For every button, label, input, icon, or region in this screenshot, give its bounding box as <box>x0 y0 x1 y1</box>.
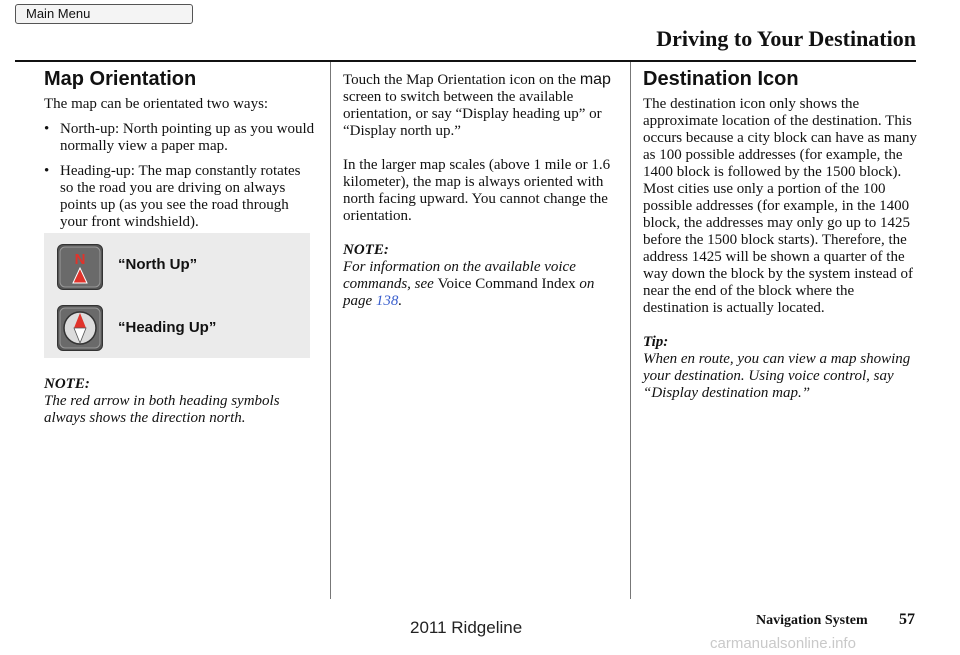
heading-up-label: “Heading Up” <box>118 319 217 336</box>
footer-section-name: Navigation System <box>756 613 868 628</box>
map-scale-paragraph: In the larger map scales (above 1 mile or 1.6 kilometer), the map is always oriented with north facing upward. You cannot change the orientation. <box>343 157 611 224</box>
orientation-paragraph: Touch the Map Orientation icon on the map screen to switch between the available orientation, or say “Display heading up” or “Display north up.” <box>343 71 611 139</box>
heading-destination-icon: Destination Icon <box>643 68 799 90</box>
voice-command-index-ref: Voice Command Index <box>437 276 576 292</box>
north-up-label: “North Up” <box>118 256 198 273</box>
main-menu-button[interactable]: Main Menu <box>15 4 193 24</box>
page-link-138[interactable]: 138 <box>375 293 399 309</box>
column-divider-1 <box>330 62 331 599</box>
note-label: NOTE: <box>44 376 90 392</box>
column-destination-icon <box>643 68 919 402</box>
tip-text: When en route, you can view a map showing your destination. Using voice control, say “Display destination map.” <box>643 351 911 401</box>
north-up-icon <box>57 244 103 290</box>
tip-label: Tip: <box>643 334 669 350</box>
destination-paragraph: The destination icon only shows the approximate location of the destination. This occurs because a city block can have as many as 100 possible addresses (for example, the 1400 block is followed by the 1500 block). Most cities use only a portion of the 100 possible addresses (for example, in the 1400 block, the addresses may only go up to 1425 before the 1500 block starts). Therefore, the address 1425 will be shown a quarter of the way down the block by the system instead of near the end of the block where the destination is actually located. <box>643 96 918 316</box>
note-label-2: NOTE: <box>343 242 389 258</box>
heading-map-orientation: Map Orientation <box>44 68 197 90</box>
note-text: The red arrow in both heading symbols always shows the direction north. <box>44 393 280 426</box>
title-rule <box>15 60 916 62</box>
column-divider-2 <box>630 62 631 599</box>
footer-page-number: 57 <box>899 611 915 628</box>
column-map-orientation <box>44 68 316 239</box>
list-item-heading-up: • Heading-up: The map constantly rotates so the road you are driving on always points up (as you see the road through your front windshield). <box>44 163 316 231</box>
column-orientation-details <box>343 71 615 310</box>
footer-model: 2011 Ridgeline <box>410 618 523 637</box>
north-letter: N <box>74 251 86 268</box>
page-title: Driving to Your Destination <box>656 26 916 51</box>
watermark: carmanualsonline.info <box>710 635 856 652</box>
orientation-list <box>44 121 316 231</box>
list-item-north-up: • North-up: North pointing up as you would normally view a paper map. <box>44 121 316 155</box>
heading-up-icon <box>57 305 103 351</box>
orientation-icons-panel <box>44 233 310 358</box>
note-voice-commands: For information on the available voice commands, see Voice Command Index on page 138. <box>343 259 595 309</box>
intro-text: The map can be orientated two ways: <box>44 96 269 112</box>
note-heading-symbols <box>44 376 316 427</box>
